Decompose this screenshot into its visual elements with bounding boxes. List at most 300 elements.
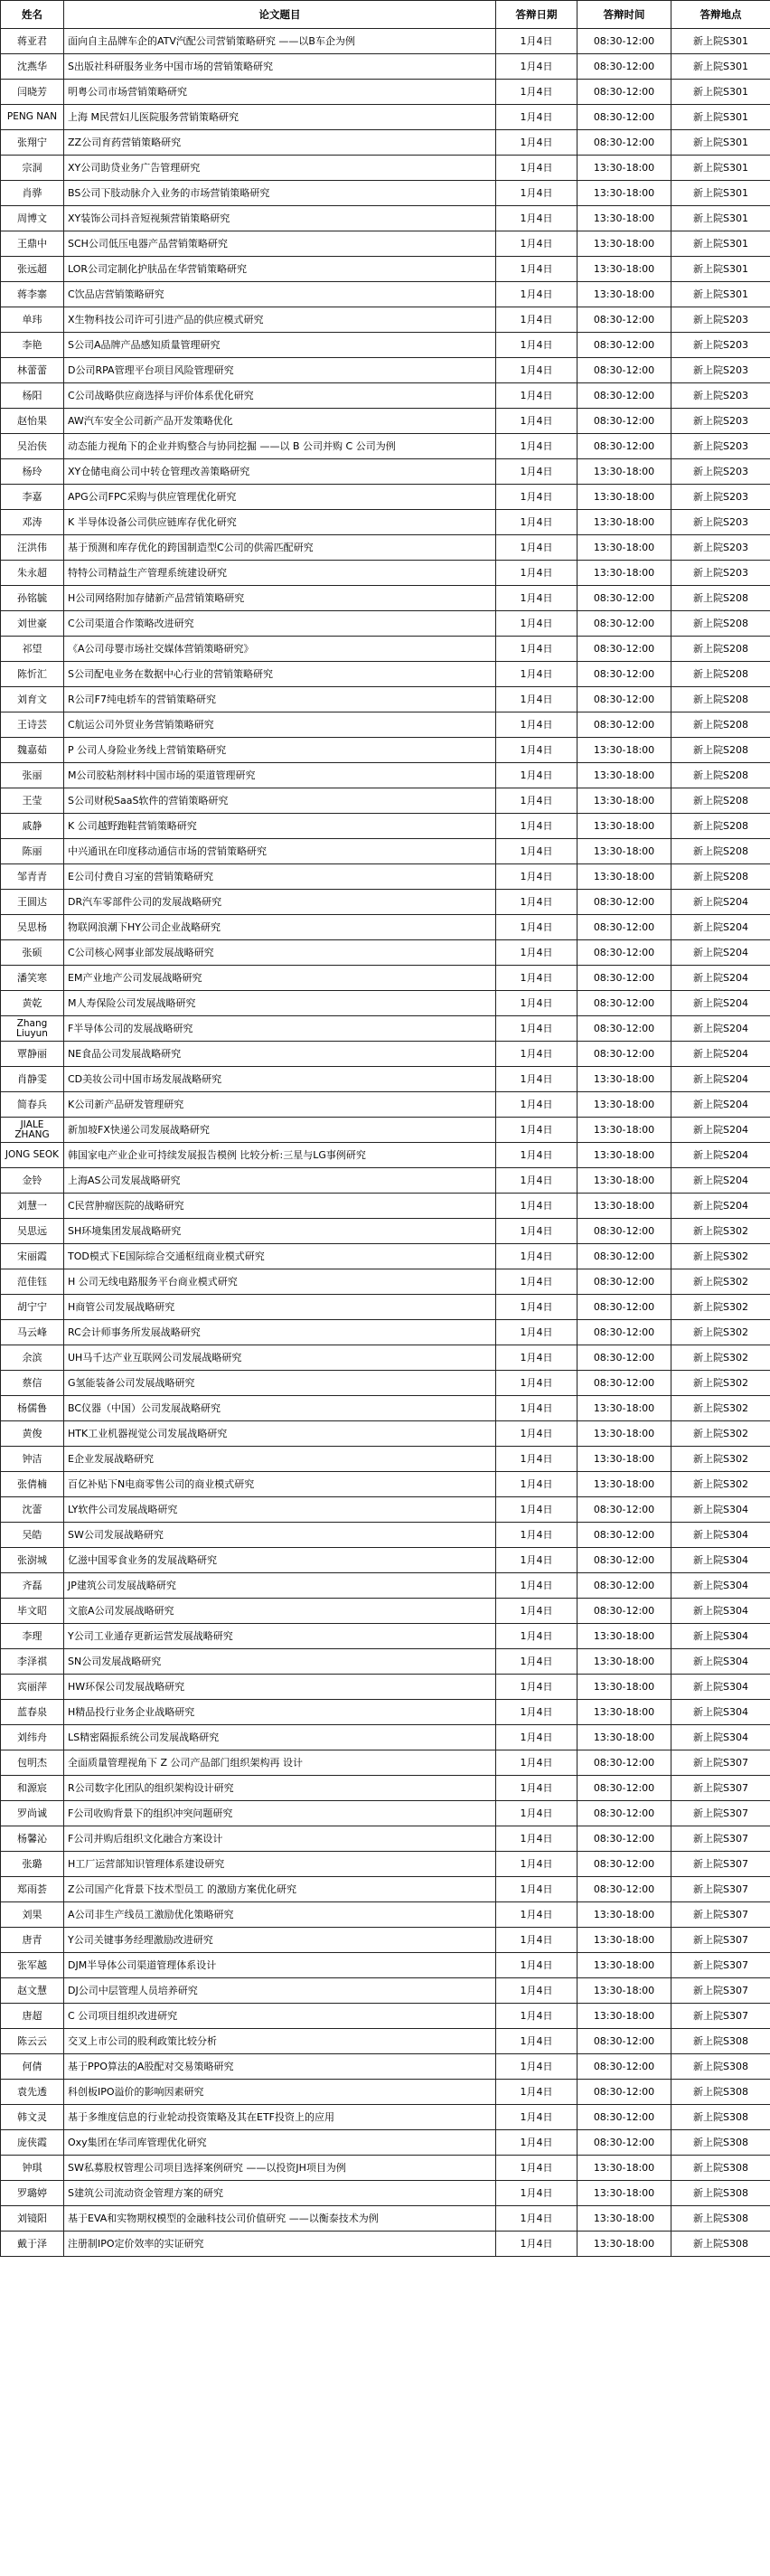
cell-time: 13:30-18:00	[578, 485, 671, 510]
cell-name: 张翔宁	[1, 130, 64, 156]
table-row	[1, 2054, 770, 2080]
cell-name: 周博文	[1, 206, 64, 231]
cell-location: 新上院S307	[671, 1902, 770, 1928]
cell-time: 08:30-12:00	[578, 2029, 671, 2054]
cell-time: 13:30-18:00	[578, 1168, 671, 1194]
cell-time: 08:30-12:00	[578, 333, 671, 358]
cell-name: 杨玲	[1, 459, 64, 485]
cell-name: 蔡信	[1, 1371, 64, 1396]
cell-name: 单玮	[1, 307, 64, 333]
cell-date: 1月4日	[496, 181, 578, 206]
cell-name: 胡宁宁	[1, 1295, 64, 1320]
cell-name: 袁先透	[1, 2080, 64, 2105]
cell-title: H商管公司发展战略研究	[64, 1295, 496, 1320]
cell-location: 新上院S307	[671, 1953, 770, 1978]
cell-name: 祁望	[1, 637, 64, 662]
cell-time: 08:30-12:00	[578, 1016, 671, 1042]
cell-name: 孙铭毓	[1, 586, 64, 611]
cell-location: 新上院S308	[671, 2181, 770, 2206]
table-row	[1, 561, 770, 586]
cell-name: 庞侠霞	[1, 2130, 64, 2156]
cell-time: 08:30-12:00	[578, 1548, 671, 1573]
cell-date: 1月4日	[496, 991, 578, 1016]
table-row	[1, 1092, 770, 1118]
cell-time: 08:30-12:00	[578, 105, 671, 130]
table-row	[1, 29, 770, 54]
cell-name: 唐超	[1, 2004, 64, 2029]
cell-date: 1月4日	[496, 333, 578, 358]
cell-title: 上海 M民营妇儿医院服务营销策略研究	[64, 105, 496, 130]
cell-location: 新上院S301	[671, 29, 770, 54]
cell-name: 宗洞	[1, 156, 64, 181]
cell-name: 李艳	[1, 333, 64, 358]
cell-title: 亿滋中国零食业务的发展战略研究	[64, 1548, 496, 1573]
cell-title: C 公司项目组织改进研究	[64, 2004, 496, 2029]
cell-location: 新上院S204	[671, 940, 770, 966]
cell-time: 08:30-12:00	[578, 1599, 671, 1624]
cell-location: 新上院S204	[671, 991, 770, 1016]
cell-time: 08:30-12:00	[578, 915, 671, 940]
cell-location: 新上院S308	[671, 2029, 770, 2054]
cell-time: 13:30-18:00	[578, 1447, 671, 1472]
cell-date: 1月4日	[496, 358, 578, 383]
cell-name: 覃静丽	[1, 1042, 64, 1067]
cell-title: F公司收购背景下的组织冲突问题研究	[64, 1801, 496, 1826]
cell-time: 13:30-18:00	[578, 2232, 671, 2257]
cell-location: 新上院S204	[671, 1042, 770, 1067]
cell-date: 1月4日	[496, 156, 578, 181]
cell-time: 13:30-18:00	[578, 2156, 671, 2181]
cell-location: 新上院S208	[671, 687, 770, 712]
cell-time: 13:30-18:00	[578, 1067, 671, 1092]
cell-name: 宾丽萍	[1, 1675, 64, 1700]
cell-location: 新上院S208	[671, 738, 770, 763]
cell-location: 新上院S304	[671, 1523, 770, 1548]
cell-name: 张丽	[1, 763, 64, 788]
cell-date: 1月4日	[496, 561, 578, 586]
cell-location: 新上院S203	[671, 434, 770, 459]
cell-title: SH环境集团发展战略研究	[64, 1219, 496, 1244]
cell-name: 黄俊	[1, 1421, 64, 1447]
cell-time: 13:30-18:00	[578, 788, 671, 814]
cell-name: 吴皓	[1, 1523, 64, 1548]
cell-time: 08:30-12:00	[578, 1219, 671, 1244]
table-row	[1, 1750, 770, 1776]
cell-location: 新上院S203	[671, 409, 770, 434]
cell-name: 李泽祺	[1, 1649, 64, 1675]
cell-date: 1月4日	[496, 2181, 578, 2206]
table-row	[1, 2130, 770, 2156]
header-date: 答辩日期	[496, 1, 578, 29]
header-row	[1, 1, 770, 29]
cell-location: 新上院S307	[671, 2004, 770, 2029]
cell-time: 13:30-18:00	[578, 1928, 671, 1953]
cell-date: 1月4日	[496, 1269, 578, 1295]
cell-date: 1月4日	[496, 535, 578, 561]
cell-name: 韩文灵	[1, 2105, 64, 2130]
table-row	[1, 510, 770, 535]
cell-title: E公司付费自习室的营销策略研究	[64, 864, 496, 890]
cell-name: 张军越	[1, 1953, 64, 1978]
cell-time: 08:30-12:00	[578, 2054, 671, 2080]
cell-location: 新上院S302	[671, 1371, 770, 1396]
cell-date: 1月4日	[496, 1396, 578, 1421]
cell-time: 13:30-18:00	[578, 257, 671, 282]
cell-name: 简春兵	[1, 1092, 64, 1118]
cell-date: 1月4日	[496, 282, 578, 307]
cell-location: 新上院S208	[671, 864, 770, 890]
cell-location: 新上院S204	[671, 1118, 770, 1143]
cell-date: 1月4日	[496, 307, 578, 333]
table-row	[1, 2232, 770, 2257]
cell-time: 08:30-12:00	[578, 2080, 671, 2105]
cell-date: 1月4日	[496, 687, 578, 712]
table-row	[1, 864, 770, 890]
cell-name: 刘世豪	[1, 611, 64, 637]
cell-name: 余滨	[1, 1345, 64, 1371]
cell-location: 新上院S302	[671, 1472, 770, 1497]
cell-title: XY装饰公司抖音短视频营销策略研究	[64, 206, 496, 231]
cell-name: 刘镜阳	[1, 2206, 64, 2232]
table-row	[1, 1523, 770, 1548]
cell-time: 08:30-12:00	[578, 712, 671, 738]
cell-time: 13:30-18:00	[578, 2004, 671, 2029]
cell-time: 08:30-12:00	[578, 940, 671, 966]
cell-name: 陈云云	[1, 2029, 64, 2054]
cell-title: X生物科技公司许可引进产品的供应模式研究	[64, 307, 496, 333]
cell-location: 新上院S208	[671, 586, 770, 611]
cell-location: 新上院S208	[671, 712, 770, 738]
table-row	[1, 1371, 770, 1396]
cell-time: 08:30-12:00	[578, 1269, 671, 1295]
cell-title: 注册制IPO定价效率的实证研究	[64, 2232, 496, 2257]
cell-date: 1月4日	[496, 1978, 578, 2004]
cell-title: Oxy集团在华司库管理优化研究	[64, 2130, 496, 2156]
table-row	[1, 712, 770, 738]
cell-time: 08:30-12:00	[578, 358, 671, 383]
cell-title: 上海AS公司发展战略研究	[64, 1168, 496, 1194]
cell-date: 1月4日	[496, 29, 578, 54]
cell-title: 文旅A公司发展战略研究	[64, 1599, 496, 1624]
cell-location: 新上院S304	[671, 1700, 770, 1725]
cell-name: 刘育文	[1, 687, 64, 712]
cell-title: AW汽车安全公司新产品开发策略优化	[64, 409, 496, 434]
table-row	[1, 307, 770, 333]
cell-name: 吴治侠	[1, 434, 64, 459]
cell-name: PENG NAN	[1, 105, 64, 130]
cell-time: 08:30-12:00	[578, 1371, 671, 1396]
table-row	[1, 1320, 770, 1345]
cell-location: 新上院S203	[671, 485, 770, 510]
cell-time: 13:30-18:00	[578, 510, 671, 535]
cell-date: 1月4日	[496, 864, 578, 890]
cell-location: 新上院S302	[671, 1219, 770, 1244]
cell-time: 13:30-18:00	[578, 839, 671, 864]
cell-location: 新上院S304	[671, 1675, 770, 1700]
cell-name: 蒋李寨	[1, 282, 64, 307]
table-row	[1, 1599, 770, 1624]
cell-title: SN公司发展战略研究	[64, 1649, 496, 1675]
cell-time: 13:30-18:00	[578, 1194, 671, 1219]
cell-title: F公司并购后组织文化融合方案设计	[64, 1826, 496, 1852]
cell-title: 《A公司母婴市场社交媒体营销策略研究》	[64, 637, 496, 662]
cell-name: 魏嘉茹	[1, 738, 64, 763]
cell-time: 08:30-12:00	[578, 80, 671, 105]
cell-title: S公司A品牌产品感知质量管理研究	[64, 333, 496, 358]
table-row	[1, 1447, 770, 1472]
table-row	[1, 156, 770, 181]
table-row	[1, 1042, 770, 1067]
cell-date: 1月4日	[496, 890, 578, 915]
cell-name: 毕文昭	[1, 1599, 64, 1624]
cell-location: 新上院S204	[671, 1016, 770, 1042]
cell-title: H工厂运营部知识管理体系建设研究	[64, 1852, 496, 1877]
cell-time: 08:30-12:00	[578, 1295, 671, 1320]
cell-date: 1月4日	[496, 257, 578, 282]
cell-title: 科创板IPO溢价的影响因素研究	[64, 2080, 496, 2105]
cell-date: 1月4日	[496, 1675, 578, 1700]
header-location: 答辩地点	[671, 1, 770, 29]
table-row	[1, 1826, 770, 1852]
cell-name: 蒋亚君	[1, 29, 64, 54]
cell-date: 1月4日	[496, 1700, 578, 1725]
cell-location: 新上院S304	[671, 1548, 770, 1573]
cell-location: 新上院S302	[671, 1244, 770, 1269]
cell-title: 动态能力视角下的企业并购整合与协同挖掘 ——以 B 公司并购 C 公司为例	[64, 434, 496, 459]
table-row	[1, 206, 770, 231]
cell-time: 13:30-18:00	[578, 561, 671, 586]
cell-date: 1月4日	[496, 1067, 578, 1092]
cell-title: JP建筑公司发展战略研究	[64, 1573, 496, 1599]
cell-time: 13:30-18:00	[578, 1725, 671, 1750]
cell-location: 新上院S203	[671, 459, 770, 485]
cell-time: 08:30-12:00	[578, 1042, 671, 1067]
table-row	[1, 1953, 770, 1978]
cell-date: 1月4日	[496, 2130, 578, 2156]
cell-date: 1月4日	[496, 80, 578, 105]
cell-title: 新加坡FX快递公司发展战略研究	[64, 1118, 496, 1143]
table-row	[1, 940, 770, 966]
table-row	[1, 231, 770, 257]
cell-date: 1月4日	[496, 1219, 578, 1244]
cell-date: 1月4日	[496, 1295, 578, 1320]
cell-location: 新上院S301	[671, 257, 770, 282]
cell-title: LY软件公司发展战略研究	[64, 1497, 496, 1523]
cell-date: 1月4日	[496, 788, 578, 814]
cell-name: 李嘉	[1, 485, 64, 510]
cell-title: DJM半导体公司渠道管理体系设计	[64, 1953, 496, 1978]
cell-location: 新上院S204	[671, 1143, 770, 1168]
cell-name: 汪洪伟	[1, 535, 64, 561]
cell-title: R公司F7纯电轿车的营销策略研究	[64, 687, 496, 712]
cell-name: JONG SEOK	[1, 1143, 64, 1168]
cell-date: 1月4日	[496, 712, 578, 738]
cell-date: 1月4日	[496, 1953, 578, 1978]
header-name: 姓名	[1, 1, 64, 29]
cell-date: 1月4日	[496, 966, 578, 991]
table-row	[1, 358, 770, 383]
table-row	[1, 535, 770, 561]
table-row	[1, 1421, 770, 1447]
cell-time: 13:30-18:00	[578, 535, 671, 561]
cell-name: 马云峰	[1, 1320, 64, 1345]
cell-title: Z公司国产化背景下技术型员工 的激励方案优化研究	[64, 1877, 496, 1902]
cell-name: 宋丽霞	[1, 1244, 64, 1269]
cell-name: 张倩楠	[1, 1472, 64, 1497]
cell-location: 新上院S204	[671, 890, 770, 915]
cell-title: 百亿补贴下N电商零售公司的商业模式研究	[64, 1472, 496, 1497]
cell-location: 新上院S304	[671, 1649, 770, 1675]
cell-date: 1月4日	[496, 130, 578, 156]
cell-time: 13:30-18:00	[578, 1978, 671, 2004]
cell-time: 08:30-12:00	[578, 1801, 671, 1826]
cell-location: 新上院S301	[671, 206, 770, 231]
cell-name: 郑雨荟	[1, 1877, 64, 1902]
cell-time: 13:30-18:00	[578, 1649, 671, 1675]
cell-location: 新上院S302	[671, 1269, 770, 1295]
cell-title: C公司核心网事业部发展战略研究	[64, 940, 496, 966]
table-row	[1, 662, 770, 687]
cell-name: 张澍城	[1, 1548, 64, 1573]
cell-date: 1月4日	[496, 1168, 578, 1194]
cell-name: 邓涛	[1, 510, 64, 535]
cell-title: G氢能装备公司发展战略研究	[64, 1371, 496, 1396]
cell-name: 刘纬舟	[1, 1725, 64, 1750]
cell-title: 韩国家电产业企业可持续发展报告模例 比较分析:三星与LG事例研究	[64, 1143, 496, 1168]
cell-title: C公司渠道合作策略改进研究	[64, 611, 496, 637]
cell-location: 新上院S302	[671, 1396, 770, 1421]
cell-title: LS精密隔振系统公司发展战略研究	[64, 1725, 496, 1750]
cell-location: 新上院S203	[671, 510, 770, 535]
cell-title: 基于EVA和实物期权模型的金融科技公司价值研究 ——以衡泰技术为例	[64, 2206, 496, 2232]
cell-title: NE食品公司发展战略研究	[64, 1042, 496, 1067]
cell-title: SW公司发展战略研究	[64, 1523, 496, 1548]
cell-title: H 公司无线电路服务平台商业模式研究	[64, 1269, 496, 1295]
cell-location: 新上院S203	[671, 561, 770, 586]
cell-date: 1月4日	[496, 1371, 578, 1396]
table-row	[1, 1143, 770, 1168]
cell-date: 1月4日	[496, 2029, 578, 2054]
cell-title: S公司财税SaaS软件的营销策略研究	[64, 788, 496, 814]
table-row	[1, 1978, 770, 2004]
cell-time: 13:30-18:00	[578, 2181, 671, 2206]
cell-time: 13:30-18:00	[578, 231, 671, 257]
cell-time: 08:30-12:00	[578, 966, 671, 991]
table-row	[1, 1902, 770, 1928]
cell-title: 基于预测和库存优化的跨国制造型C公司的供需匹配研究	[64, 535, 496, 561]
cell-location: 新上院S301	[671, 80, 770, 105]
cell-date: 1月4日	[496, 2206, 578, 2232]
table-row	[1, 637, 770, 662]
cell-title: S出版社科研服务业务中国市场的营销策略研究	[64, 54, 496, 80]
table-row	[1, 915, 770, 940]
cell-name: 沈蕾	[1, 1497, 64, 1523]
cell-title: C民营肿瘤医院的战略研究	[64, 1194, 496, 1219]
cell-date: 1月4日	[496, 1624, 578, 1649]
cell-time: 13:30-18:00	[578, 1396, 671, 1421]
cell-location: 新上院S304	[671, 1497, 770, 1523]
cell-location: 新上院S307	[671, 1928, 770, 1953]
cell-name: 金铃	[1, 1168, 64, 1194]
cell-name: 王鼎中	[1, 231, 64, 257]
cell-name: 吴思远	[1, 1219, 64, 1244]
cell-location: 新上院S301	[671, 54, 770, 80]
cell-date: 1月4日	[496, 611, 578, 637]
cell-time: 13:30-18:00	[578, 864, 671, 890]
cell-title: TOD模式下E国际综合交通枢纽商业模式研究	[64, 1244, 496, 1269]
cell-location: 新上院S302	[671, 1320, 770, 1345]
cell-location: 新上院S208	[671, 611, 770, 637]
cell-date: 1月4日	[496, 459, 578, 485]
cell-time: 13:30-18:00	[578, 1675, 671, 1700]
table-row	[1, 991, 770, 1016]
cell-time: 08:30-12:00	[578, 54, 671, 80]
table-row	[1, 54, 770, 80]
cell-title: 面向自主品牌车企的ATV汽配公司营销策略研究 ——以B车企为例	[64, 29, 496, 54]
cell-date: 1月4日	[496, 1877, 578, 1902]
table-row	[1, 459, 770, 485]
cell-title: DR汽车零部件公司的发展战略研究	[64, 890, 496, 915]
cell-time: 13:30-18:00	[578, 2206, 671, 2232]
table-row	[1, 1396, 770, 1421]
table-row	[1, 2080, 770, 2105]
cell-name: 杨儒鲁	[1, 1396, 64, 1421]
table-row	[1, 890, 770, 915]
cell-location: 新上院S302	[671, 1295, 770, 1320]
cell-date: 1月4日	[496, 2080, 578, 2105]
table-row	[1, 1067, 770, 1092]
cell-title: C航运公司外贸业务营销策略研究	[64, 712, 496, 738]
cell-location: 新上院S204	[671, 1168, 770, 1194]
table-row	[1, 738, 770, 763]
cell-name: 钟洁	[1, 1447, 64, 1472]
cell-location: 新上院S307	[671, 1978, 770, 2004]
cell-name: 杨馨沁	[1, 1826, 64, 1852]
cell-date: 1月4日	[496, 1244, 578, 1269]
cell-title: Y公司工业通存更新运营发展战略研究	[64, 1624, 496, 1649]
table-row	[1, 1700, 770, 1725]
cell-date: 1月4日	[496, 1928, 578, 1953]
cell-name: 王诗芸	[1, 712, 64, 738]
cell-location: 新上院S208	[671, 814, 770, 839]
cell-name: 沈燕华	[1, 54, 64, 80]
cell-name: 罗璐婷	[1, 2181, 64, 2206]
cell-title: DJ公司中层管理人员培养研究	[64, 1978, 496, 2004]
cell-name: 罗尚诚	[1, 1801, 64, 1826]
cell-time: 08:30-12:00	[578, 130, 671, 156]
cell-title: C饮品店营销策略研究	[64, 282, 496, 307]
cell-title: M公司胶粘剂材料中国市场的渠道管理研究	[64, 763, 496, 788]
cell-title: 基于多维度信息的行业轮动投资策略及其在ETF投资上的应用	[64, 2105, 496, 2130]
cell-title: H精品投行业务企业战略研究	[64, 1700, 496, 1725]
cell-title: 物联网浪潮下HY公司企业战略研究	[64, 915, 496, 940]
cell-time: 13:30-18:00	[578, 459, 671, 485]
cell-time: 13:30-18:00	[578, 181, 671, 206]
table-row	[1, 763, 770, 788]
cell-title: S建筑公司流动资金管理方案的研究	[64, 2181, 496, 2206]
table-row	[1, 1548, 770, 1573]
cell-location: 新上院S203	[671, 358, 770, 383]
cell-time: 13:30-18:00	[578, 1624, 671, 1649]
cell-date: 1月4日	[496, 1776, 578, 1801]
cell-location: 新上院S301	[671, 282, 770, 307]
cell-date: 1月4日	[496, 1852, 578, 1877]
cell-title: P 公司人身险业务线上营销策略研究	[64, 738, 496, 763]
cell-date: 1月4日	[496, 1548, 578, 1573]
cell-time: 08:30-12:00	[578, 1320, 671, 1345]
cell-name: 李理	[1, 1624, 64, 1649]
table-row	[1, 1016, 770, 1042]
